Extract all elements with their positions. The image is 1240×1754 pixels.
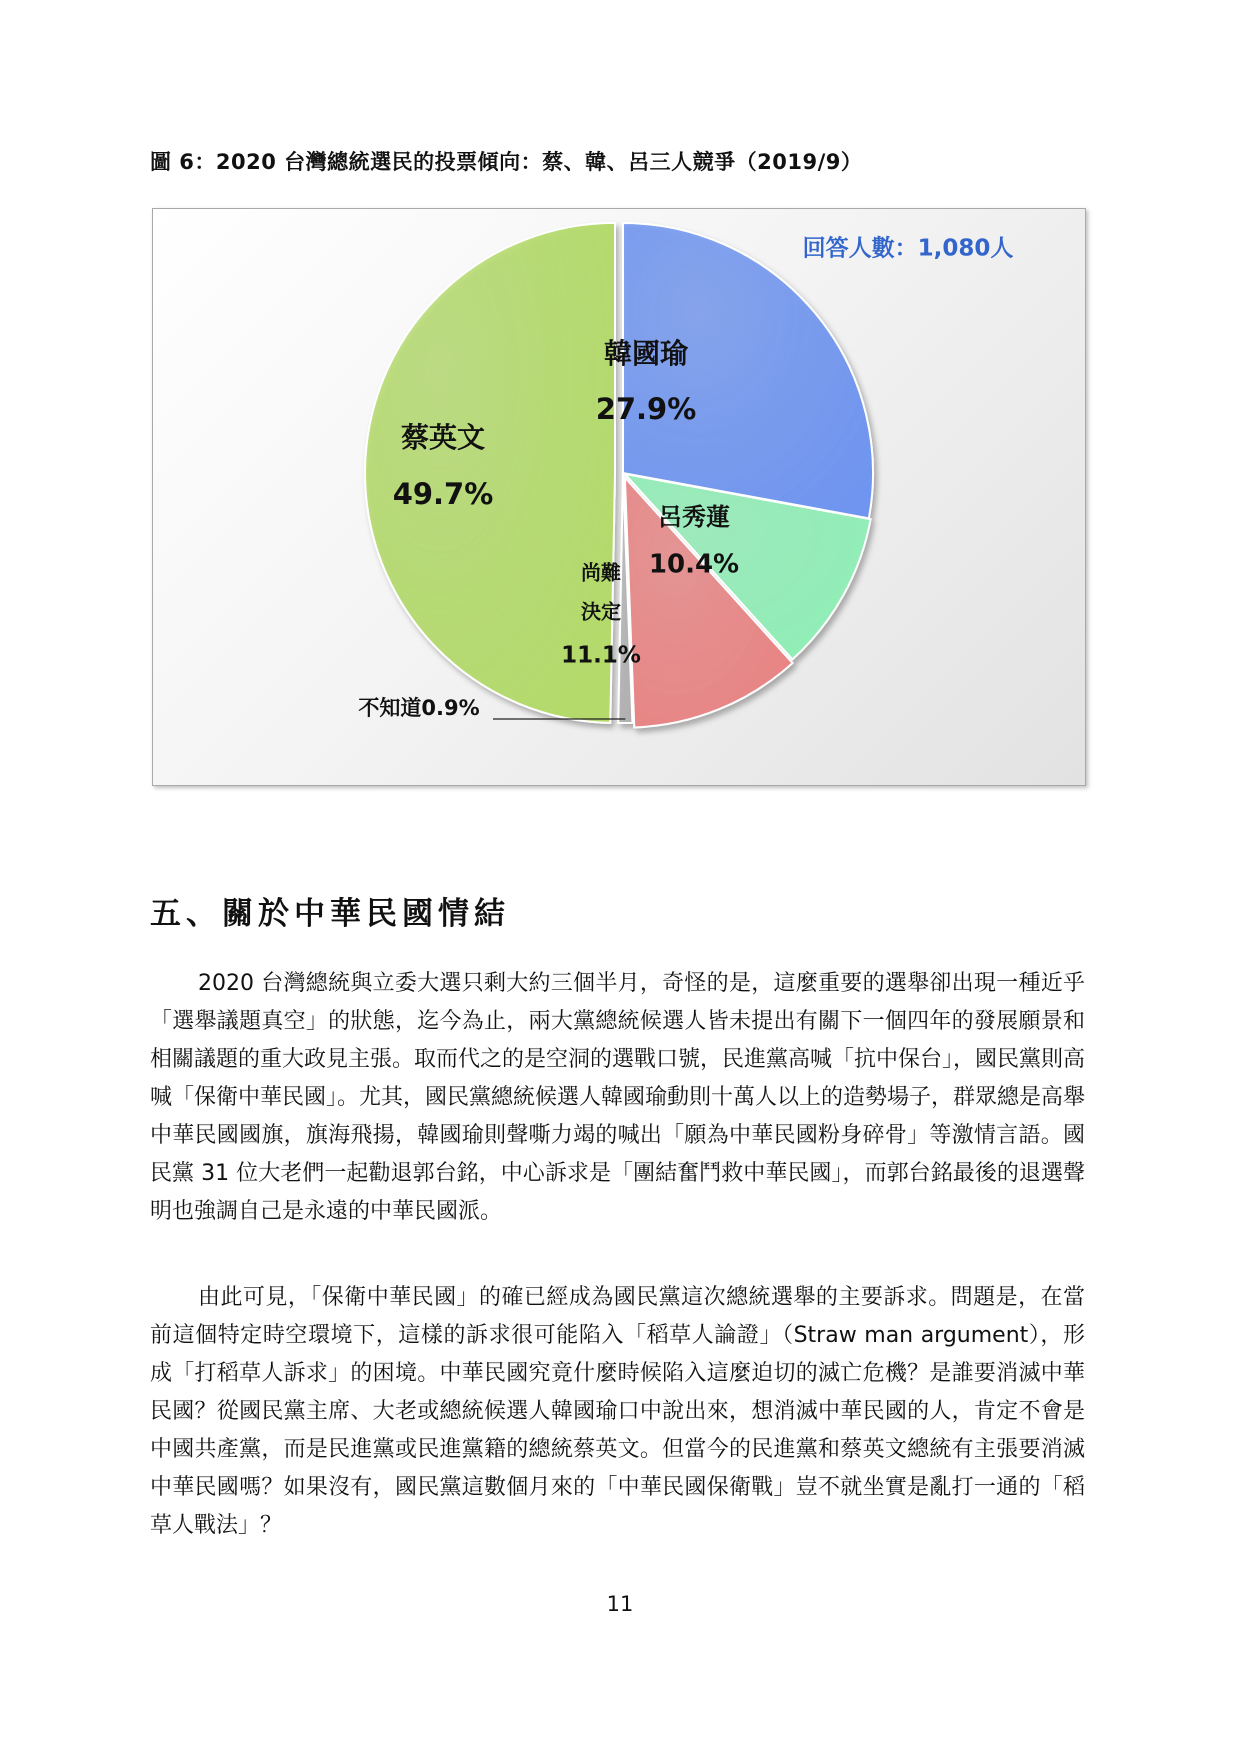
section-heading: 五、關於中華民國情結 [150, 896, 510, 932]
slice-label-4: 不知道0.9% [358, 696, 480, 720]
slice-value-2: 10.4% [648, 549, 740, 580]
pie-slice-1 [623, 223, 873, 518]
slice-label-5: 蔡英文 [400, 421, 486, 454]
pie-chart [152, 208, 1086, 786]
slice-label-1: 韓國瑜 [603, 337, 689, 370]
slice-value-3: 11.1% [561, 642, 641, 669]
slice-value-5: 49.7% [392, 477, 494, 511]
paragraph-1: 2020 台灣總統與立委大選只剩大約三個半月，奇怪的是，這麼重要的選舉卻出現一種近乎「選舉議題真空」的狀態，迄今為止，兩大黨總統候選人皆未提出有關下一個四年的發展願景和相關議題的重大政見主張。取而代之的是空洞的選戰口號，民進黨高喊「抗中保台」，國民黨則高喊「保衛中華民國」。尤其，國民黨總統候選人韓國瑜動則十萬人以上的造勢場子，群眾總是高舉中華民國國旗，旗海飛揚，韓國瑜則聲嘶力竭的喊出「願為中華民國粉身碎骨」等激情言語。國民黨 31 位大老們一起勸退郭台銘，中心訴求是「團結奮鬥救中華民國」，而郭台銘最後的退選聲明也強調自己是永遠的中華民國派。 [150, 971, 1086, 1224]
paragraph-2: 由此可見，「保衛中華民國」的確已經成為國民黨這次總統選舉的主要訴求。問題是，在當前這個特定時空環境下，這樣的訴求很可能陷入「稻草人論證」（Straw man argument），形成「打稻草人訴求」的困境。中華民國究竟什麼時候陷入這麼迫切的滅亡危機？是誰要消滅中華民國？從國民黨主席、大老或總統候選人韓國瑜口中說出來，想消滅中華民國的人，肯定不會是中國共產黨，而是民進黨或民進黨籍的總統蔡英文。但當今的民進黨和蔡英文總統有主張要消滅中華民國嗎？如果沒有，國民黨這數個月來的「中華民國保衛戰」豈不就坐實是亂打一通的「稻草人戰法」？ [150, 1285, 1085, 1538]
slice-label-3-line-2: 決定 [581, 599, 621, 624]
slice-value-1: 27.9% [595, 392, 697, 426]
slice-label-3-line-1: 尚難 [581, 560, 621, 585]
figure-title: 圖 6：2020 台灣總統選民的投票傾向：蔡、韓、呂三人競爭（2019/9） [150, 150, 863, 174]
pie-chart-svg [153, 209, 1087, 787]
respondents-annotation: 回答人數：1,080人 [802, 235, 1014, 262]
page-number: 11 [606, 1592, 634, 1616]
slice-label-2: 呂秀蓮 [658, 503, 730, 531]
